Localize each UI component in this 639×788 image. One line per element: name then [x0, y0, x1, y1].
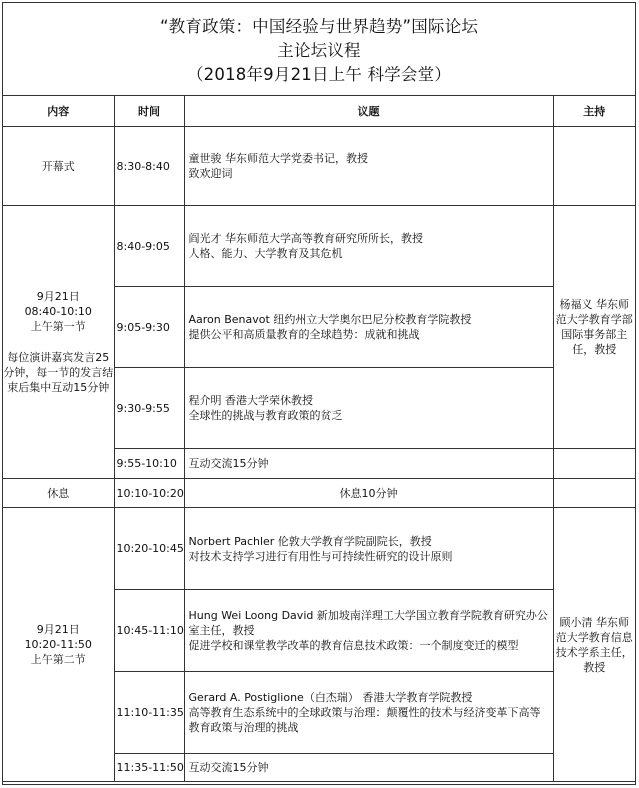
session1-item2-title: 提供公平和高质量教育的全球趋势：成就和挑战: [188, 328, 420, 341]
break-host: [553, 479, 635, 508]
header-time: 时间: [114, 96, 184, 127]
session2-item3-title: 高等教育生态系统中的全球政策与治理：颠覆性的技术与经济变革下高等教育政策与治理的挑战: [188, 706, 541, 734]
header-host: 主持: [553, 96, 635, 127]
break-label: 休息: [3, 479, 114, 508]
session1-item2-speaker: Aaron Benavot 纽约州立大学奥尔巴尼分校教育学院教授: [188, 313, 472, 326]
session2-item2-title: 促进学校和课堂教学改革的教育信息技术政策：一个制度变迁的模型: [188, 639, 519, 652]
agenda-date-venue: （2018年9月21日上午 科学会堂）: [186, 65, 452, 84]
session1-name: 上午第一节: [30, 320, 86, 333]
session1-item3-time: 9:30-9:55: [114, 368, 184, 449]
table-row: [3, 479, 635, 508]
table-row: [3, 127, 635, 206]
opening-speaker: 童世骏 华东师范大学党委书记，教授: [188, 152, 368, 165]
session1-item3-title: 全球性的挑战与教育政策的贫乏: [188, 409, 343, 422]
session2-info: [3, 508, 114, 782]
session2-range: 10:20-11:50: [24, 638, 92, 651]
session1-item2-time: 9:05-9:30: [114, 287, 184, 368]
session1-info: [3, 206, 114, 479]
session1-note: 每位演讲嘉宾发言25分钟，每一节的发言结束后集中互动15分钟: [3, 351, 114, 394]
session1-qa-text: 互动交流15分钟: [184, 449, 553, 479]
session2-item3-topic: [184, 672, 553, 754]
session2-item3-time: 11:10-11:35: [114, 672, 184, 754]
session2-qa-text: 互动交流15分钟: [184, 754, 553, 782]
agenda-sheet: [2, 2, 636, 785]
session1-item3-speaker: 程介明 香港大学荣休教授: [188, 394, 313, 407]
session2-name: 上午第二节: [30, 653, 86, 666]
session1-item2-topic: [184, 287, 553, 368]
session2-item3-speaker: Gerard A. Postiglione（白杰瑞） 香港大学教育学院教授: [188, 691, 473, 704]
session2-item2-topic: [184, 590, 553, 672]
break-time: 10:10-10:20: [114, 479, 184, 508]
table-header-row: [3, 96, 635, 127]
table-row: [3, 206, 635, 287]
session2-date: 9月21日: [36, 623, 80, 636]
agenda-subtitle: 主论坛议程: [277, 41, 361, 60]
session2-qa-time: 11:35-11:50: [114, 754, 184, 782]
opening-time: 8:30-8:40: [114, 127, 184, 206]
session2-item1-speaker: Norbert Pachler 伦敦大学教育学院副院长，教授: [188, 534, 432, 548]
session2-item1-title: 对技术支持学习进行有用性与可持续性研究的设计原则: [188, 549, 453, 563]
session2-item2-speaker: Hung Wei Loong David 新加坡南洋理工大学国立教育学院教育研究办公室主任，教授: [188, 609, 548, 637]
session1-item1-speaker: 阎光才 华东师范大学高等教育研究所所长，教授: [188, 232, 423, 245]
session1-item3-topic: [184, 368, 553, 449]
session1-date: 9月21日: [36, 290, 80, 303]
session1-range: 08:40-10:10: [24, 305, 92, 318]
opening-host: [553, 127, 635, 206]
opening-title: 致欢迎词: [188, 167, 233, 180]
agenda-header: [3, 3, 635, 96]
session1-qa-host: [553, 449, 635, 479]
session2-item2-time: 10:45-11:10: [114, 590, 184, 672]
forum-title: “教育政策：中国经验与世界趋势”国际论坛: [159, 17, 479, 36]
session1-host: 杨福义 华东师范大学教育学部国际事务部主任，教授: [553, 206, 635, 449]
session1-qa-time: 9:55-10:10: [114, 449, 184, 479]
header-topic: 议题: [184, 96, 553, 127]
opening-label: 开幕式: [3, 127, 114, 206]
agenda-table: [3, 96, 635, 782]
table-row: [3, 508, 635, 590]
session2-item1-topic: [184, 508, 553, 590]
session1-item1-topic: [184, 206, 553, 287]
session1-item1-time: 8:40-9:05: [114, 206, 184, 287]
session1-item1-title: 人格、能力、大学教育及其危机: [188, 247, 343, 260]
header-content: 内容: [3, 96, 114, 127]
opening-topic: [184, 127, 553, 206]
session2-host: 顾小清 华东师范大学教育信息技术学系主任，教授: [553, 508, 635, 782]
session2-item1-time: 10:20-10:45: [114, 508, 184, 590]
break-text: 休息10分钟: [184, 479, 553, 508]
